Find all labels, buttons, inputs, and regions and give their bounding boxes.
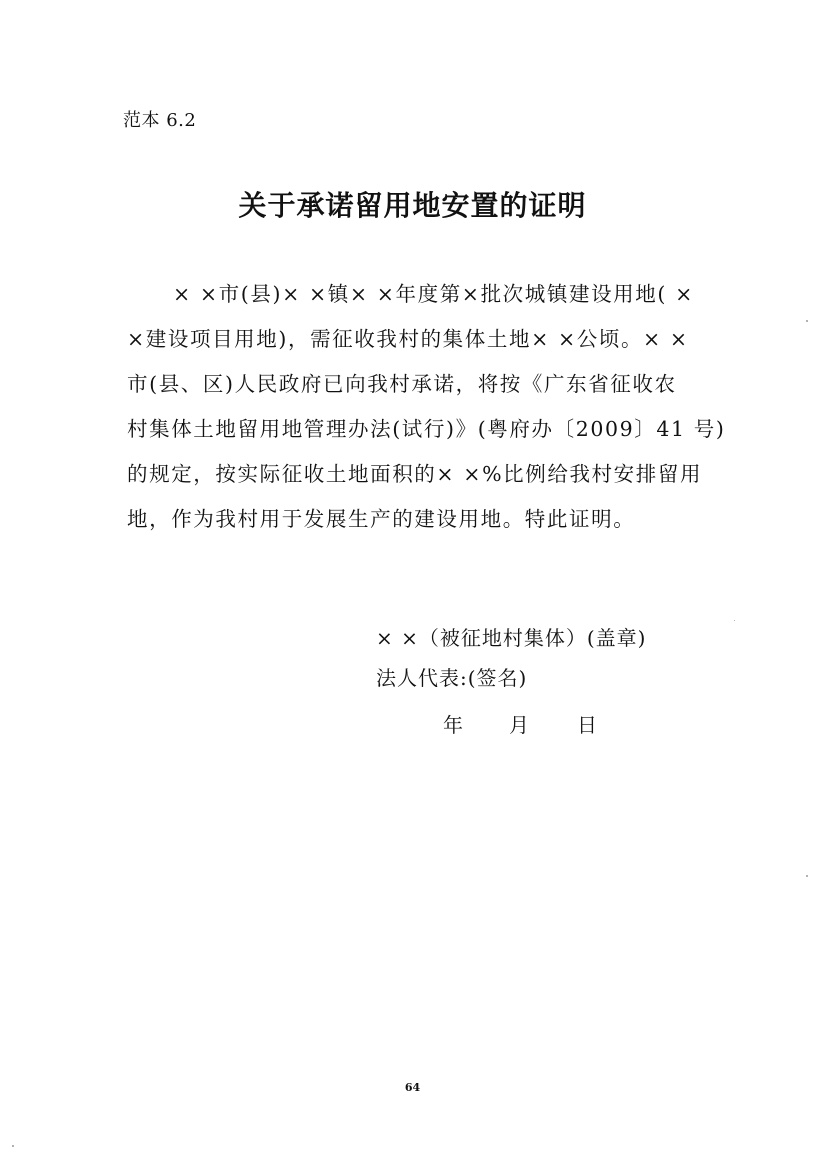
body-line: 村集体土地留用地管理办法(试行)》(粤府办〔2009〕41 号) (127, 417, 726, 441)
body-line: ×建设项目用地)，需征收我村的集体土地× ×公顷。× × (127, 327, 689, 351)
body-paragraph (127, 272, 727, 542)
body-line: 市(县、区)人民政府已向我村承诺，将按《广东省征收农 (127, 372, 677, 396)
date-day-label: 日 (577, 713, 597, 737)
date-month-label: 月 (509, 713, 529, 737)
body-line: × ×市(县)× ×镇× ×年度第×批次城镇建设用地( × (173, 282, 694, 306)
body-line: 地，作为我村用于发展生产的建设用地。特此证明。 (127, 507, 636, 531)
scan-speck (806, 875, 808, 877)
page-number: 64 (404, 1081, 421, 1094)
scan-speck (12, 1145, 14, 1147)
template-label: 范本 6.2 (123, 110, 197, 131)
signature-block (376, 618, 756, 698)
scan-speck (806, 320, 808, 322)
body-line: 的规定，按实际征收土地面积的× ×%比例给我村安排留用 (127, 462, 703, 486)
scan-speck (734, 620, 735, 621)
collective-seal-line: × ×（被征地村集体）(盖章) (376, 626, 647, 650)
legal-representative-line: 法人代表:(签名) (376, 666, 528, 690)
date-line (443, 705, 643, 745)
document-title: 关于承诺留用地安置的证明 (238, 189, 587, 222)
date-year-label: 年 (443, 713, 463, 737)
